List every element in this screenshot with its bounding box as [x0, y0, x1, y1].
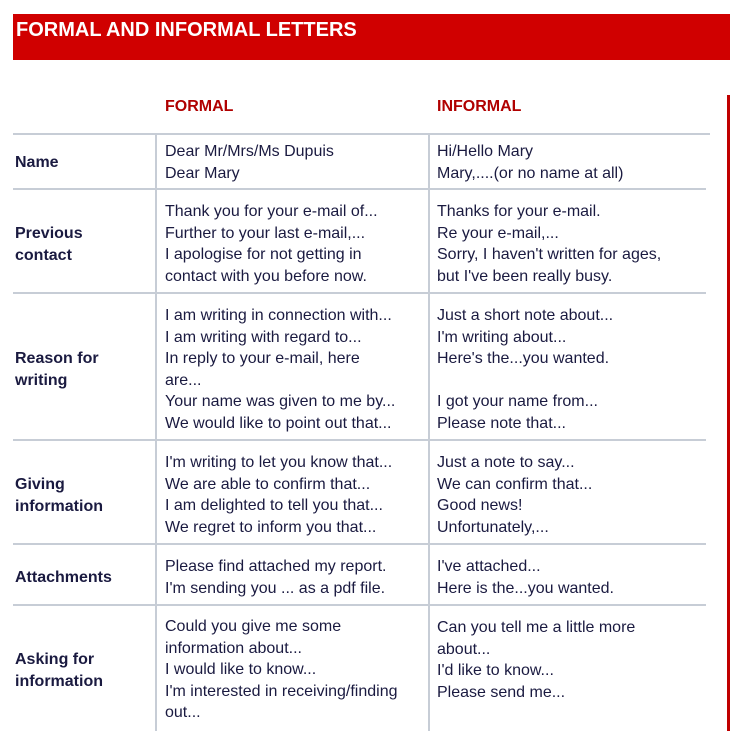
header-divider [13, 133, 710, 135]
informal-cell-asking-for-information: Can you tell me a little more about... I'd like to know... Please send me... [437, 619, 636, 701]
row-divider [13, 439, 706, 441]
informal-cell-giving-information: Just a note to say... We can confirm that... Good news! Unfortunately,... [437, 454, 593, 536]
row-label-attachments: Attachments [15, 569, 112, 586]
row-divider [13, 292, 706, 294]
row-label-previous-contact: Previous contact [15, 225, 83, 264]
formal-cell-giving-information: I'm writing to let you know that... We are able to confirm that... I am delighted to tell you that... We regret to inform you that... [165, 454, 393, 536]
row-label-giving-information: Giving information [15, 476, 103, 515]
informal-cell-name: Hi/Hello Mary Mary,....(or no name at all) [437, 143, 624, 182]
row-divider [13, 543, 706, 545]
formal-cell-attachments: Please find attached my report. I'm sending you ... as a pdf file. [165, 558, 387, 597]
informal-cell-attachments: I've attached... Here is the...you wanted. [437, 558, 614, 597]
row-divider [13, 604, 706, 606]
row-label-name: Name [15, 154, 59, 171]
informal-cell-previous-contact: Thanks for your e-mail. Re your e-mail,... Sorry, I haven't written for ages, but I've been really busy. [437, 203, 662, 285]
title-banner [13, 14, 730, 60]
column-divider-middle [428, 133, 430, 731]
column-divider-left [155, 133, 157, 731]
page-title: FORMAL AND INFORMAL LETTERS [16, 19, 357, 41]
row-divider [13, 188, 706, 190]
row-label-reason-for-writing: Reason for writing [15, 350, 99, 389]
formal-cell-asking-for-information: Could you give me some information about... I would like to know... I'm interested in receiving/finding out... [165, 618, 398, 722]
row-label-asking-for-information: Asking for information [15, 651, 103, 690]
informal-cell-reason-for-writing: Just a short note about... I'm writing about... Here's the...you wanted. I got your name from... Please note that... [437, 307, 614, 432]
column-header-informal: INFORMAL [437, 98, 522, 115]
right-accent-bar [727, 95, 730, 731]
formal-cell-previous-contact: Thank you for your e-mail of... Further to your last e-mail,... I apologise for not getting in contact with you before now. [165, 203, 378, 285]
formal-cell-reason-for-writing: I am writing in connection with... I am writing with regard to... In reply to your e-mail, here are... Your name was given to me by... We would like to point out that... [165, 307, 396, 432]
formal-cell-name: Dear Mr/Mrs/Ms Dupuis Dear Mary [165, 143, 334, 182]
column-header-formal: FORMAL [165, 98, 234, 115]
